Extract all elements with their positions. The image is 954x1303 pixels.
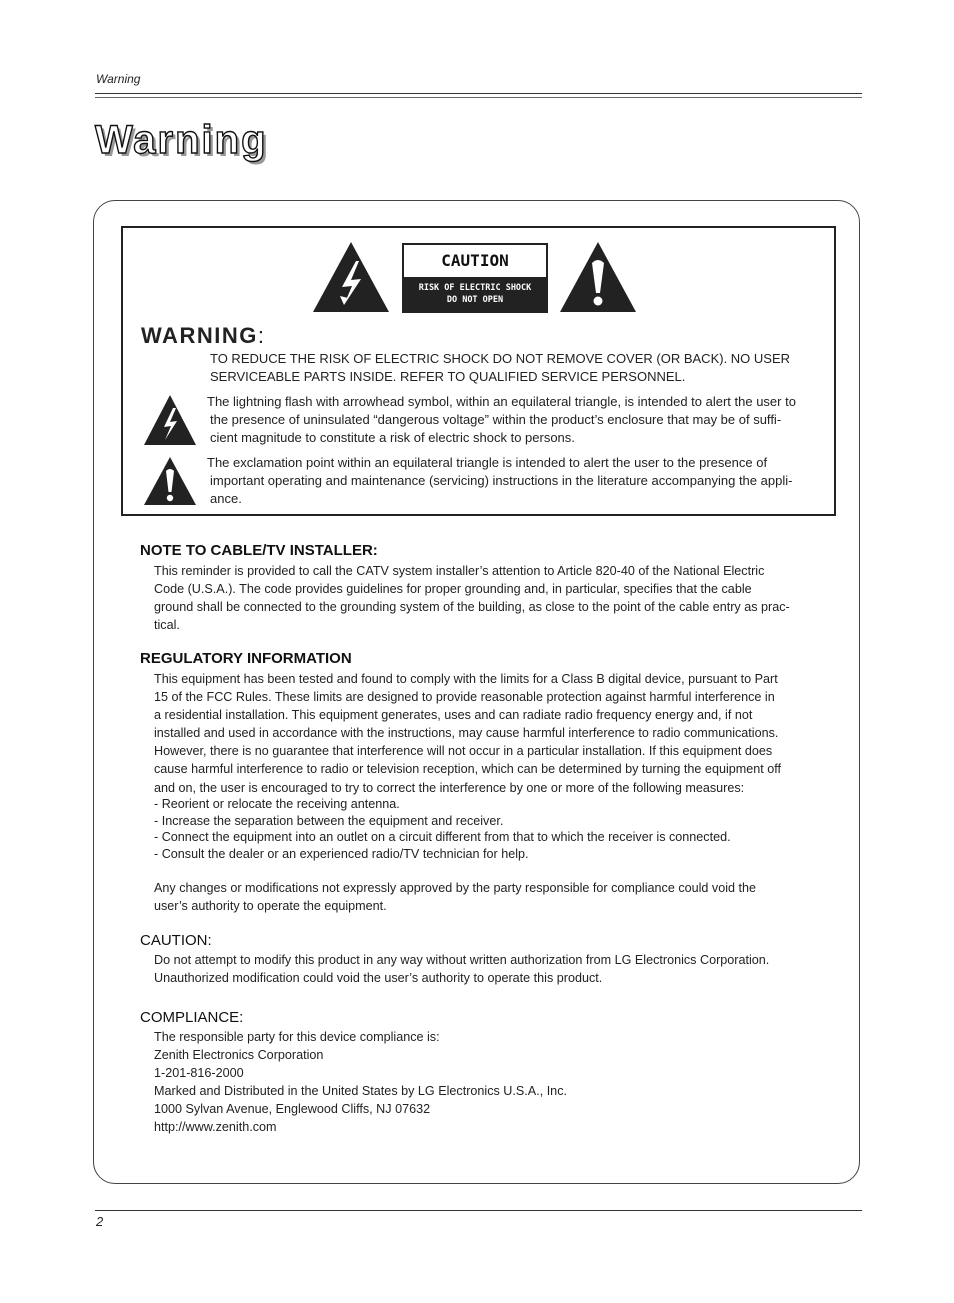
- compliance-line: 1000 Sylvan Avenue, Englewood Cliffs, NJ 07632: [154, 1102, 431, 1117]
- exclamation-explanation: [207, 454, 792, 508]
- reduce-risk-line: TO REDUCE THE RISK OF ELECTRIC SHOCK DO NOT REMOVE COVER (OR BACK). NO USER: [210, 351, 791, 366]
- compliance-body: [154, 1028, 567, 1137]
- caution-body: [154, 951, 769, 987]
- page-title: Warning: [95, 118, 268, 162]
- compliance-line: Zenith Electronics Corporation: [154, 1048, 324, 1063]
- caution-line: Do not attempt to modify this product in any way without written authorization from LG Electronics Corporation.: [154, 953, 770, 967]
- caution-label: [402, 243, 548, 313]
- exclamation-triangle-icon: [559, 241, 637, 313]
- exclamation-triangle-small-icon: [143, 456, 197, 506]
- cable-note-line: ground shall be connected to the grounding system of the building, as close to the point of the cable entry as prac-: [154, 600, 790, 615]
- reduce-risk-text: [210, 350, 790, 386]
- cable-note-body: [154, 562, 811, 634]
- compliance-line: Marked and Distributed in the United States by LG Electronics U.S.A., Inc.: [154, 1084, 567, 1099]
- compliance-url: http://www.zenith.com: [154, 1120, 277, 1135]
- regulatory-line: a residential installation. This equipment generates, uses and can radiate radio frequency energy and, if not: [154, 708, 753, 723]
- regulatory-line: installed and used in accordance with the instructions, may cause harmful interference to radio communications.: [154, 726, 779, 741]
- cable-note-line: This reminder is provided to call the CATV system installer’s attention to Article 820-40 of the National Electric: [154, 564, 765, 578]
- header-rule: [95, 93, 862, 94]
- caution-label-line2: DO NOT OPEN: [446, 295, 504, 305]
- regulatory-line: and on, the user is encouraged to try to correct the interference by one or more of the following measures:: [154, 780, 745, 795]
- regulatory-line: However, there is no guarantee that interference will not occur in a particular installation. If this equipment does: [154, 744, 773, 759]
- exclamation-line: ance.: [210, 491, 242, 506]
- exclamation-line: important operating and maintenance (servicing) instructions in the literature accompanying the appli-: [210, 473, 793, 488]
- cable-note-line: tical.: [154, 618, 180, 633]
- changes-line: Any changes or modifications not expressly approved by the party responsible for compliance could void the: [154, 881, 757, 895]
- lightning-line: The lightning flash with arrowhead symbol, within an equilateral triangle, is intended to alert the user to: [207, 394, 796, 409]
- regulatory-line: 15 of the FCC Rules. These limits are designed to provide reasonable protection against harmful interference in: [154, 690, 775, 705]
- compliance-line: The responsible party for this device compliance is:: [154, 1030, 440, 1044]
- regulatory-line: cause harmful interference to radio or television reception, which can be determined by turning the equipment off: [154, 762, 782, 777]
- measure-item: - Increase the separation between the equipment and receiver.: [154, 813, 504, 828]
- regulatory-title: REGULATORY INFORMATION: [140, 650, 352, 667]
- regulatory-measures: [154, 796, 731, 863]
- cable-note-title: NOTE TO CABLE/TV INSTALLER:: [140, 542, 378, 559]
- caution-line: Unauthorized modification could void the user’s authority to operate this product.: [154, 971, 603, 986]
- footer-rule: [95, 1210, 862, 1211]
- lightning-triangle-icon: [312, 241, 390, 313]
- compliance-title: COMPLIANCE:: [140, 1009, 244, 1026]
- changes-line: user’s authority to operate the equipment.: [154, 899, 387, 914]
- running-header: Warning: [96, 72, 141, 86]
- caution-label-title: CAUTION: [404, 245, 546, 277]
- measure-item: - Connect the equipment into an outlet on a circuit different from that to which the receiver is connected.: [154, 830, 731, 845]
- lightning-line: the presence of uninsulated “dangerous voltage” within the product’s enclosure that may be of suffi-: [210, 412, 782, 427]
- page-number: 2: [96, 1214, 104, 1229]
- regulatory-body: [154, 670, 811, 797]
- lightning-line: cient magnitude to constitute a risk of electric shock to persons.: [210, 430, 575, 445]
- exclamation-line: The exclamation point within an equilateral triangle is intended to alert the user to the presence of: [207, 455, 768, 470]
- lightning-explanation: [207, 393, 796, 447]
- reduce-risk-line: SERVICEABLE PARTS INSIDE. REFER TO QUALIFIED SERVICE PERSONNEL.: [210, 369, 686, 384]
- measure-item: - Reorient or relocate the receiving antenna.: [154, 797, 400, 811]
- caution-label-line1: RISK OF ELECTRIC SHOCK: [418, 283, 532, 293]
- regulatory-changes: [154, 879, 811, 915]
- lightning-triangle-small-icon: [143, 394, 197, 446]
- cable-note-line: Code (U.S.A.). The code provides guidelines for proper grounding and, in particular, specifies that the cable: [154, 582, 752, 597]
- measure-item: - Consult the dealer or an experienced radio/TV technician for help.: [154, 847, 529, 862]
- regulatory-line: This equipment has been tested and found to comply with the limits for a Class B digital device, pursuant to Part: [154, 672, 778, 686]
- header-rule-thin: [95, 97, 862, 98]
- caution-title: CAUTION:: [140, 932, 212, 949]
- compliance-line: 1-201-816-2000: [154, 1066, 244, 1081]
- warning-heading: WARNING:: [141, 323, 264, 348]
